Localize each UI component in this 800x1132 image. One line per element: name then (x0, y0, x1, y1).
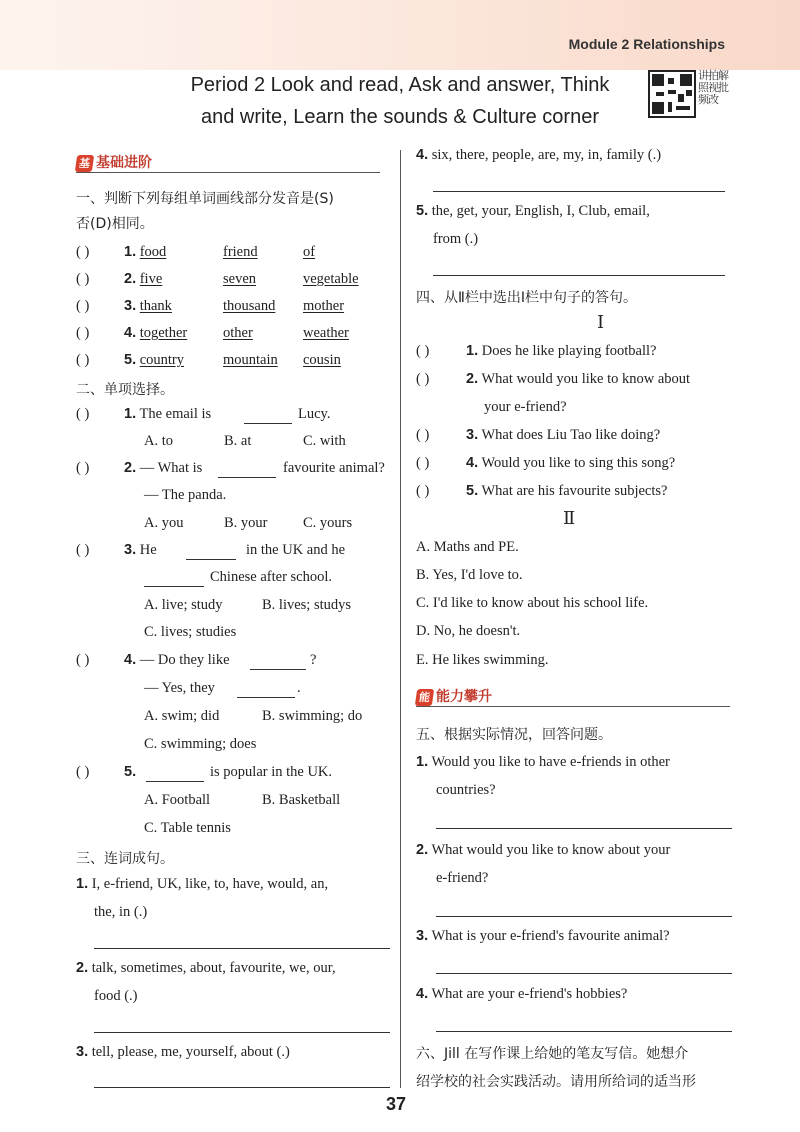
answer-paren[interactable]: ( ) (416, 371, 430, 387)
word: thousand (223, 298, 276, 314)
p5-q4: 4. What are your e-friend's hobbies? (416, 986, 628, 1002)
p2-q5-tail: is popular in the UK. (210, 764, 333, 780)
p2-q3-tail: in the UK and he (246, 542, 346, 558)
p2-q4-mark: ? (310, 652, 317, 668)
option[interactable]: C. Table tennis (144, 820, 231, 836)
p2-q4-answer: — Yes, they (144, 680, 215, 696)
p3-item1-line1: 1. I, e-friend, UK, like, to, have, would, an, (76, 876, 329, 892)
part2-heading: 二、单项选择。 (76, 382, 174, 398)
p3-item2-line1: 2. talk, sometimes, about, favourite, we, our, (76, 960, 336, 976)
word: seven (223, 271, 257, 287)
page-number: 37 (386, 1094, 407, 1114)
answer-paren[interactable]: ( ) (76, 652, 90, 668)
answer-line[interactable] (94, 1087, 390, 1088)
word: of (303, 244, 316, 260)
answer-option: B. Yes, I'd love to. (416, 567, 523, 583)
period-title-line1: Period 2 Look and read, Ask and answer, Think (190, 74, 610, 96)
word: vegetable (303, 271, 359, 287)
p3-item2-line2: food (.) (94, 988, 138, 1004)
column-divider (400, 150, 401, 1088)
section-basic: 基 基础进阶 (76, 152, 152, 172)
p2-q3-stem: 3. He (124, 542, 157, 558)
part1-heading-a: 一、判断下列每组单词画线部分发音是(S) (76, 191, 334, 207)
answer-line[interactable] (94, 948, 390, 949)
answer-line[interactable] (94, 1032, 390, 1033)
word: food (139, 244, 167, 260)
option[interactable]: C. yours (303, 515, 353, 531)
section-basic-icon: 基 (75, 155, 94, 172)
answer-paren[interactable]: ( ) (76, 406, 90, 422)
option[interactable]: A. you (144, 515, 184, 531)
qr-code-icon[interactable] (648, 70, 696, 118)
word: mountain (223, 352, 278, 368)
section-ability-icon: 能 (415, 689, 434, 706)
header-band (0, 0, 800, 70)
answer-paren[interactable]: ( ) (76, 352, 90, 368)
p5-q3: 3. What is your e-friend's favourite animal? (416, 928, 670, 944)
part1-heading-b: 否(D)相同。 (76, 216, 154, 232)
answer-line[interactable] (436, 973, 732, 974)
answer-line[interactable] (436, 828, 732, 829)
option[interactable]: C. lives; studies (144, 624, 237, 640)
p4-q4: 4. Would you like to sing this song? (466, 455, 676, 471)
p4-q1: 1. Does he like playing football? (466, 343, 657, 359)
word: weather (303, 325, 349, 341)
answer-paren[interactable]: ( ) (76, 271, 90, 287)
option[interactable]: C. swimming; does (144, 736, 257, 752)
p4-q2-cont: your e-friend? (484, 399, 567, 415)
p4-q5: 5. What are his favourite subjects? (466, 483, 668, 499)
fill-blank[interactable] (146, 781, 204, 782)
answer-option: A. Maths and PE. (416, 539, 519, 555)
option[interactable]: C. with (303, 433, 346, 449)
option[interactable]: A. to (144, 433, 173, 449)
option[interactable]: B. lives; studys (262, 597, 352, 613)
option[interactable]: A. live; study (144, 597, 223, 613)
answer-line[interactable] (436, 916, 732, 917)
p4-q3: 3. What does Liu Tao like doing? (466, 427, 661, 443)
word: other (223, 325, 253, 341)
answer-option: C. I'd like to know about his school life. (416, 595, 649, 611)
answer-paren[interactable]: ( ) (416, 343, 430, 359)
fill-blank[interactable] (237, 697, 295, 698)
word: country (139, 352, 185, 368)
p2-q3-tail2: Chinese after school. (210, 569, 333, 585)
p4-q2: 2. What would you like to know about (466, 371, 691, 387)
option[interactable]: A. swim; did (144, 708, 220, 724)
section-underline (76, 172, 380, 173)
p5-q1-cont: countries? (436, 782, 496, 798)
p3-item5-line2: from (.) (433, 231, 479, 247)
p2-q2-tail: favourite animal? (283, 460, 385, 476)
word: friend (223, 244, 258, 260)
option[interactable]: B. Basketball (262, 792, 341, 808)
p2-q4-stem: 4. — Do they like (124, 652, 230, 668)
answer-paren[interactable]: ( ) (416, 427, 430, 443)
fill-blank[interactable] (218, 477, 276, 478)
qr-side-text: 讲拍解照视批频改 (698, 69, 728, 106)
answer-paren[interactable]: ( ) (416, 483, 430, 499)
p3-item4-line1: 4. six, there, people, are, my, in, family (.) (416, 147, 662, 163)
answer-line[interactable] (433, 191, 725, 192)
p2-q1-tail: Lucy. (298, 406, 331, 422)
answer-paren[interactable]: ( ) (76, 460, 90, 476)
part6-line2: 绍学校的社会实践活动。请用所给词的适当形 (416, 1074, 696, 1090)
word: together (139, 325, 188, 341)
fill-blank[interactable] (250, 669, 306, 670)
answer-paren[interactable]: ( ) (76, 244, 90, 260)
p3-item1-line2: the, in (.) (94, 904, 148, 920)
p3-item3-line1: 3. tell, please, me, yourself, about (.) (76, 1044, 290, 1060)
p2-q4-period: . (297, 680, 301, 696)
p5-q1: 1. Would you like to have e-friends in other (416, 754, 670, 770)
answer-option: E. He likes swimming. (416, 652, 549, 668)
part4-heading: 四、从Ⅱ栏中选出Ⅰ栏中句子的答句。 (416, 290, 638, 306)
option[interactable]: A. Football (144, 792, 211, 808)
answer-paren[interactable]: ( ) (76, 325, 90, 341)
module-title: Module 2 Relationships (568, 36, 725, 52)
column-1-label: Ⅰ (597, 312, 605, 332)
answer-paren[interactable]: ( ) (416, 455, 430, 471)
p2-q2-answer: — The panda. (144, 487, 227, 503)
word: mother (303, 298, 345, 314)
answer-option: D. No, he doesn't. (416, 623, 521, 639)
part6-line1: 六、Jill 在写作课上给她的笔友写信。她想介 (416, 1046, 689, 1062)
option[interactable]: B. at (224, 433, 252, 449)
p2-q1-stem: 1. The email is (124, 406, 212, 422)
answer-line[interactable] (433, 275, 725, 276)
part5-heading: 五、根据实际情况，回答问题。 (416, 727, 612, 743)
fill-blank[interactable] (186, 559, 236, 560)
section-underline (416, 706, 730, 707)
word: thank (139, 298, 172, 314)
p3-item5-line1: 5. the, get, your, English, I, Club, email, (416, 203, 650, 219)
answer-paren[interactable]: ( ) (76, 542, 90, 558)
option[interactable]: B. swimming; do (262, 708, 363, 724)
p2-q2-stem: 2. — What is (124, 460, 203, 476)
fill-blank[interactable] (244, 423, 292, 424)
part3-heading: 三、连词成句。 (76, 851, 174, 867)
p5-q2: 2. What would you like to know about your (416, 842, 671, 858)
fill-blank[interactable] (144, 586, 204, 587)
answer-paren[interactable]: ( ) (76, 298, 90, 314)
period-title-line2: and write, Learn the sounds & Culture corner (201, 106, 599, 128)
column-2-label: Ⅱ (563, 508, 576, 528)
word: five (139, 271, 163, 287)
option[interactable]: B. your (224, 515, 268, 531)
p5-q2-cont: e-friend? (436, 870, 489, 886)
answer-line[interactable] (436, 1031, 732, 1032)
p2-q5-num: 5. (124, 764, 137, 780)
answer-paren[interactable]: ( ) (76, 764, 90, 780)
section-ability: 能 能力攀升 (416, 686, 492, 706)
word: cousin (303, 352, 341, 368)
